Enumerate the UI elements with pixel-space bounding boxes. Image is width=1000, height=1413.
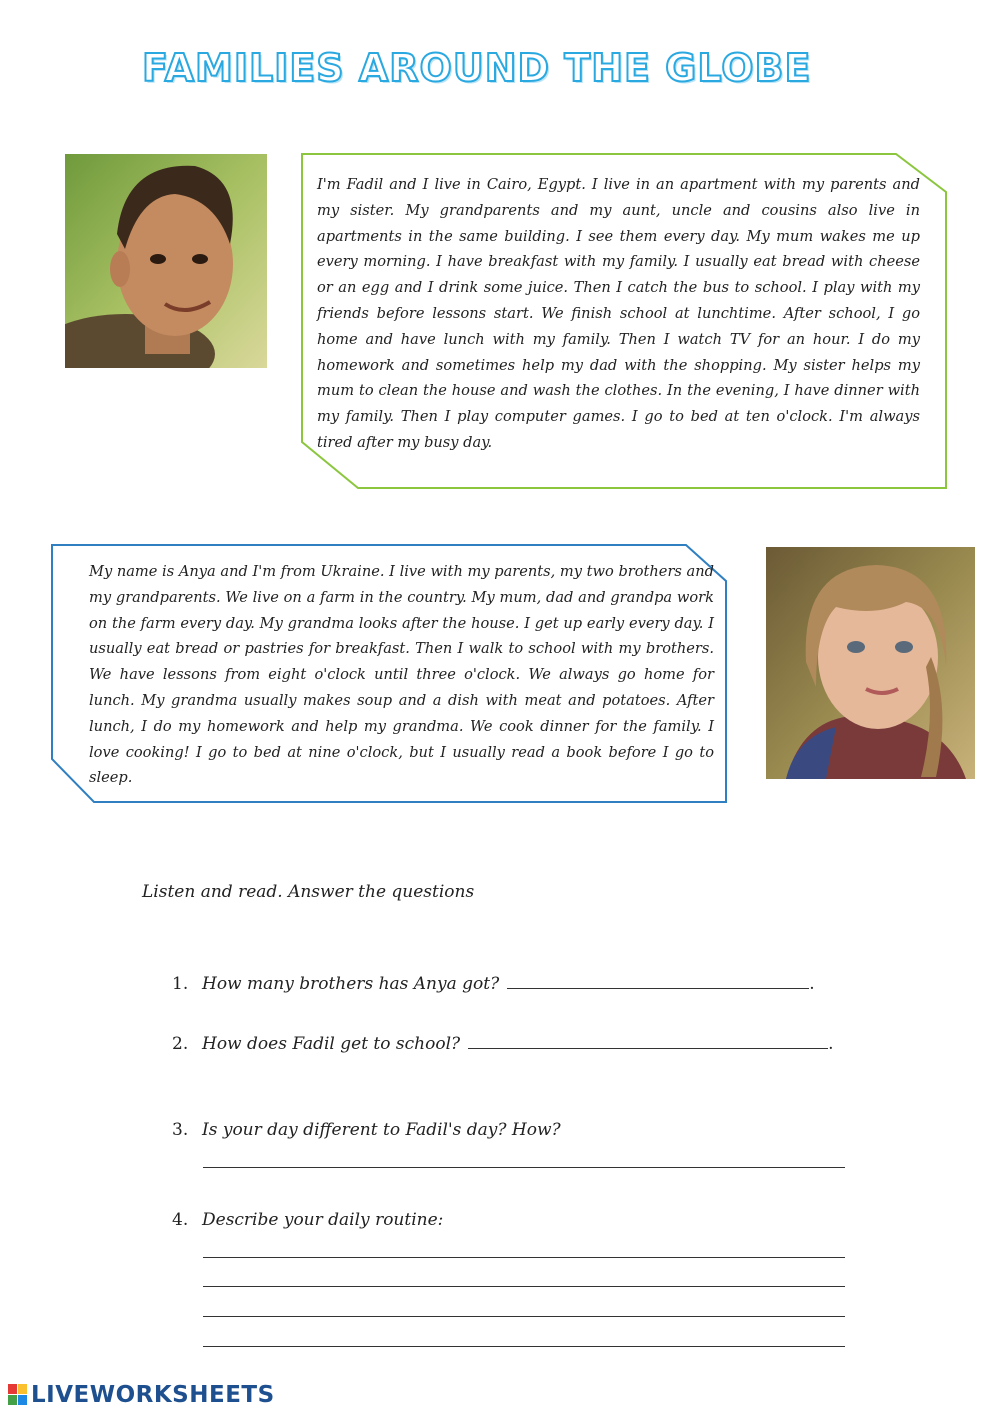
question-end: . <box>809 974 815 994</box>
fadil-text: I'm Fadil and I live in Cairo, Egypt. I live in an apartment with my parents and my sister. My grandparents and my aunt, uncle and cousins also live in apartments in the same building. I see them every day. My mum wakes me up every morning. I have breakfast with my family. I usually eat bread with cheese or an egg and I drink some juice. Then I catch the bus to school. I play with my friends before lessons start. We finish school at lunchtime. After school, I go home and have lunch with my family. Then I watch TV for an hour. I do my homework and sometimes help my dad with the shopping. My sister helps my mum to clean the house and wash the clothes. In the evening, I have dinner with my family. Then I play computer games. I go to bed at ten o'clock. I'm always tired after my busy day. <box>317 176 920 451</box>
answer-line-4c[interactable] <box>203 1316 845 1317</box>
question-1 <box>172 970 815 994</box>
question-text: How does Fadil get to school? <box>202 1034 461 1054</box>
anya-text-box <box>50 543 728 805</box>
answer-line-4d[interactable] <box>203 1346 845 1347</box>
answer-line-3[interactable] <box>203 1167 845 1168</box>
answer-line-4a[interactable] <box>203 1257 845 1258</box>
fadil-text-box <box>300 152 950 492</box>
live-logo-icon <box>8 1384 28 1406</box>
logo-text: LIVEWORKSHEETS <box>31 1382 275 1408</box>
instructions: Listen and read. Answer the questions <box>142 882 475 902</box>
answer-line-4b[interactable] <box>203 1286 845 1287</box>
question-number: 3. <box>172 1120 189 1140</box>
question-number: 4. <box>172 1210 189 1230</box>
anya-photo <box>766 547 975 779</box>
question-text: Is your day different to Fadil's day? How? <box>202 1120 561 1140</box>
question-number: 1. <box>172 974 189 994</box>
question-end: . <box>828 1034 834 1054</box>
worksheet-title: FAMILIES AROUND THE GLOBE <box>142 46 812 90</box>
question-3 <box>172 1120 561 1140</box>
question-text: Describe your daily routine: <box>202 1210 444 1230</box>
answer-line-2[interactable] <box>468 1030 828 1049</box>
liveworksheets-logo[interactable] <box>8 1380 275 1410</box>
question-2 <box>172 1030 834 1054</box>
answer-line-1[interactable] <box>507 970 809 989</box>
question-text: How many brothers has Anya got? <box>202 974 500 994</box>
question-number: 2. <box>172 1034 189 1054</box>
question-4 <box>172 1210 443 1230</box>
anya-text: My name is Anya and I'm from Ukraine. I live with my parents, my two brothers and my grandparents. We live on a farm in the country. My mum, dad and grandpa work on the farm every day. My grandma looks after the house. I get up early every day. I usually eat bread or pastries for breakfast. Then I walk to school with my brothers. We have lessons from eight o'clock until three o'clock. We always go home for lunch. My grandma usually makes soup and a dish with meat and potatoes. After lunch, I do my homework and help my grandma. We cook dinner for the family. I love cooking! I go to bed at nine o'clock, but I usually read a book before I go to sleep. <box>89 563 714 787</box>
fadil-photo <box>65 154 267 368</box>
